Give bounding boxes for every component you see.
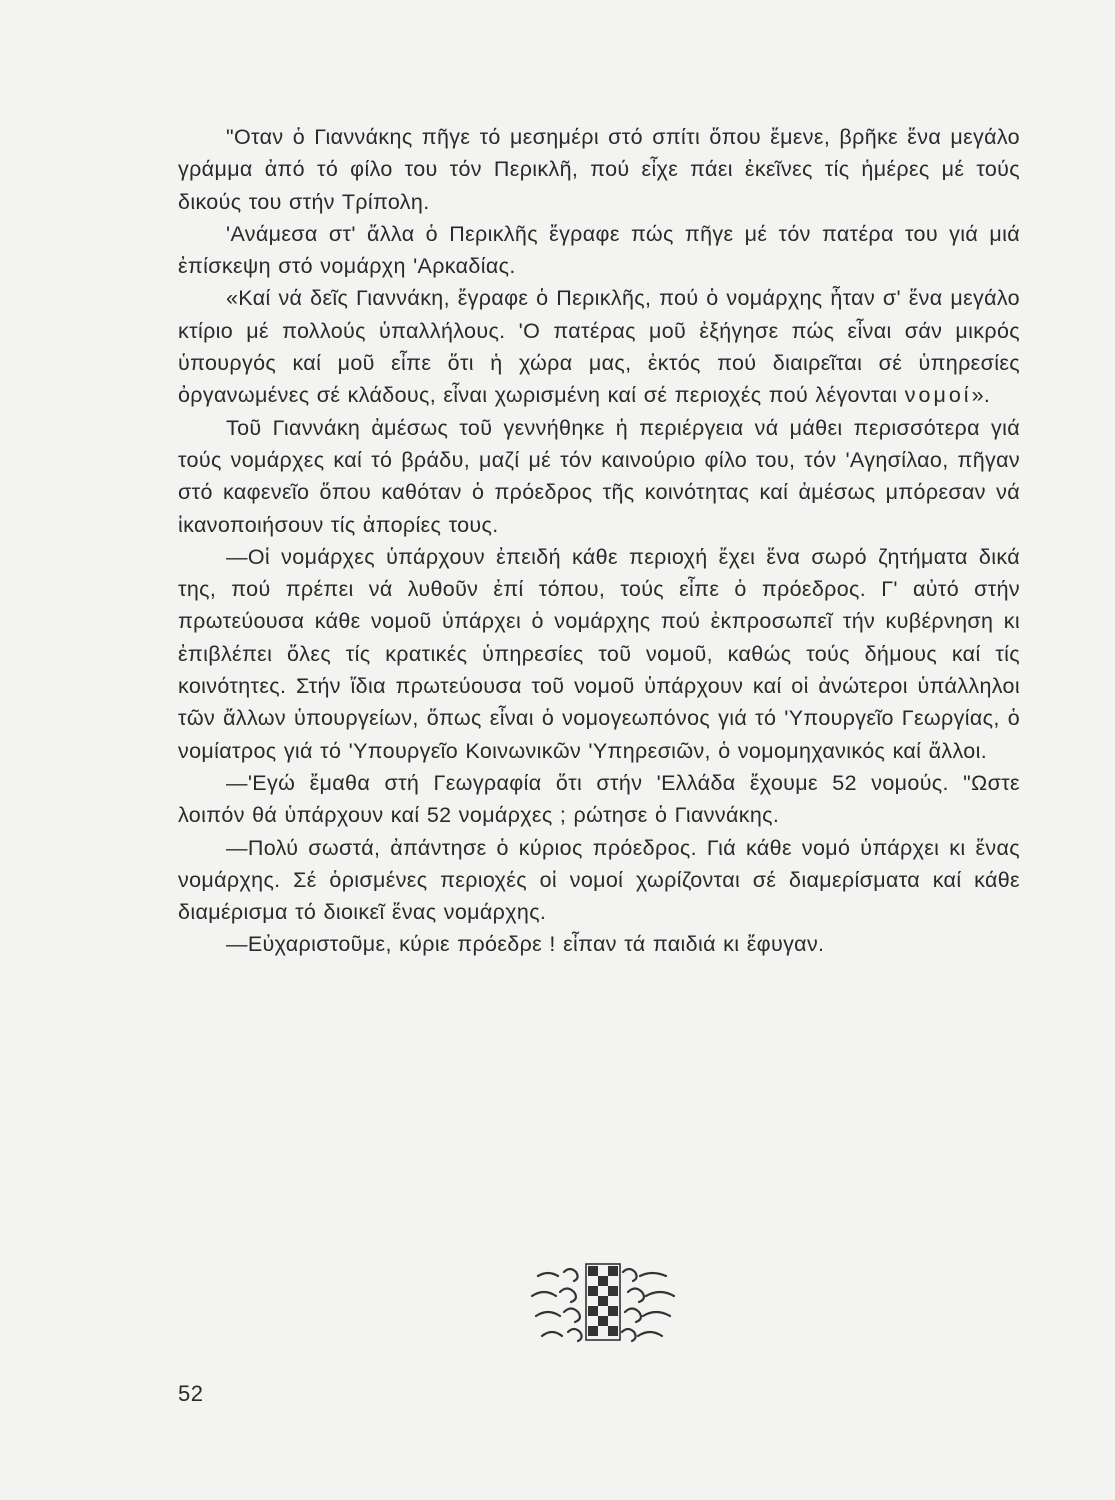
decorative-ornament-icon — [528, 1262, 678, 1347]
page-number: 52 — [178, 1381, 204, 1406]
paragraph-5: —Οἱ νομάρχες ὑπάρχουν ἐπειδή κάθε περιοχή ἔχει ἕνα σωρό ζητήματα δικά της, πού πρέπει νά λυθοῦν ἐπί τόπου, τούς εἶπε ὁ πρόεδρος. Γ' αὐτό στήν πρωτεύουσα κάθε νομοῦ ὑπάρχει ὁ νομάρχης πού ἐκπροσωπεῖ τήν κυβέρνηση κι ἐπιβλέπει ὅλες τίς κρατικές ὑπηρεσίες τοῦ νομοῦ, καθώς τούς δήμους καί τίς κοινότητες. Στήν ἴδια πρωτεύουσα τοῦ νομοῦ ὑπάρχουν καί οἱ ἀνώτεροι ὑπάλληλοι τῶν ἄλλων ὑπουργείων, ὅπως εἶναι ὁ νομογεωπόνος γιά τό 'Υπουργεῖο Γεωργίας, ὁ νομίατρος γιά τό 'Υπουργεῖο Κοινωνικῶν 'Υπηρεσιῶν, ὁ νομομηχανικός καί ἄλλοι. — [178, 544, 1020, 763]
paragraph-3 — [178, 282, 1020, 411]
paragraph-8: —Εὐχαριστοῦμε, κύριε πρόεδρε ! εἶπαν τά παιδιά κι ἔφυγαν. — [226, 932, 825, 957]
paragraph-2: 'Ανάμεσα στ' ἄλλα ὁ Περικλῆς ἔγραφε πώς πῆγε μέ τόν πατέρα του γιά μιά ἐπίσκεψη στό νομάρχη 'Αρκαδίας. — [178, 221, 1020, 279]
body-text — [178, 121, 1020, 961]
paragraph-3-text: «Καί νά δεῖς Γιαννάκη, ἔγραφε ὁ Περικλῆς, πού ὁ νομάρχης ἦταν σ' ἕνα μεγάλο κτίριο μέ πολλούς ὑπαλλήλους. 'Ο πατέρας μοῦ ἐξήγησε πώς εἶναι σάν μικρός ὑπουργός καί μοῦ εἶπε ὅτι ἡ χώρα μας, ἐκτός πού διαιρεῖται σέ ὑπηρεσίες ὀργανωμένες σέ κλάδους, εἶναι χωρισμένη καί σέ περιοχές πού λέγονται — [178, 286, 1020, 408]
paragraph-4: Τοῦ Γιαννάκη ἀμέσως τοῦ γεννήθηκε ἡ περιέργεια νά μάθει περισσότερα γιά τούς νομάρχες καί τό βράδυ, μαζί μέ τόν καινούριο φίλο του, τόν 'Αγησίλαο, πῆγαν στό καφενεῖο ὅπου καθόταν ὁ πρόεδρος τῆς κοινότητας καί ἀμέσως μπόρεσαν νά ἱκανοποιήσουν τίς ἀπορίες τους. — [178, 415, 1020, 537]
emphasized-word: νομοί — [904, 383, 972, 408]
paragraph-6: —'Εγώ ἔμαθα στή Γεωγραφία ὅτι στήν 'Ελλάδα ἔχουμε 52 νομούς. "Ωστε λοιπόν θά ὑπάρχουν καί 52 νομάρχες ; ρώτησε ὁ Γιαννάκης. — [178, 770, 1020, 828]
quote-close: ». — [971, 383, 991, 408]
paragraph-7: —Πολύ σωστά, ἀπάντησε ὁ κύριος πρόεδρος. Γιά κάθε νομό ὑπάρχει κι ἕνας νομάρχης. Σέ ὁρισμένες περιοχές οἱ νομοί χωρίζονται σέ διαμερίσματα καί κάθε διαμέρισμα τό διοικεῖ ἕνας νομάρχης. — [178, 835, 1020, 925]
paragraph-1: "Οταν ὁ Γιαννάκης πῆγε τό μεσημέρι στό σπίτι ὅπου ἔμενε, βρῆκε ἕνα μεγάλο γράμμα ἀπό τό φίλο του τόν Περικλῆ, πού εἶχε πάει ἐκεῖνες τίς ἡμέρες μέ τούς δικούς του στήν Τρίπολη. — [178, 125, 1020, 214]
